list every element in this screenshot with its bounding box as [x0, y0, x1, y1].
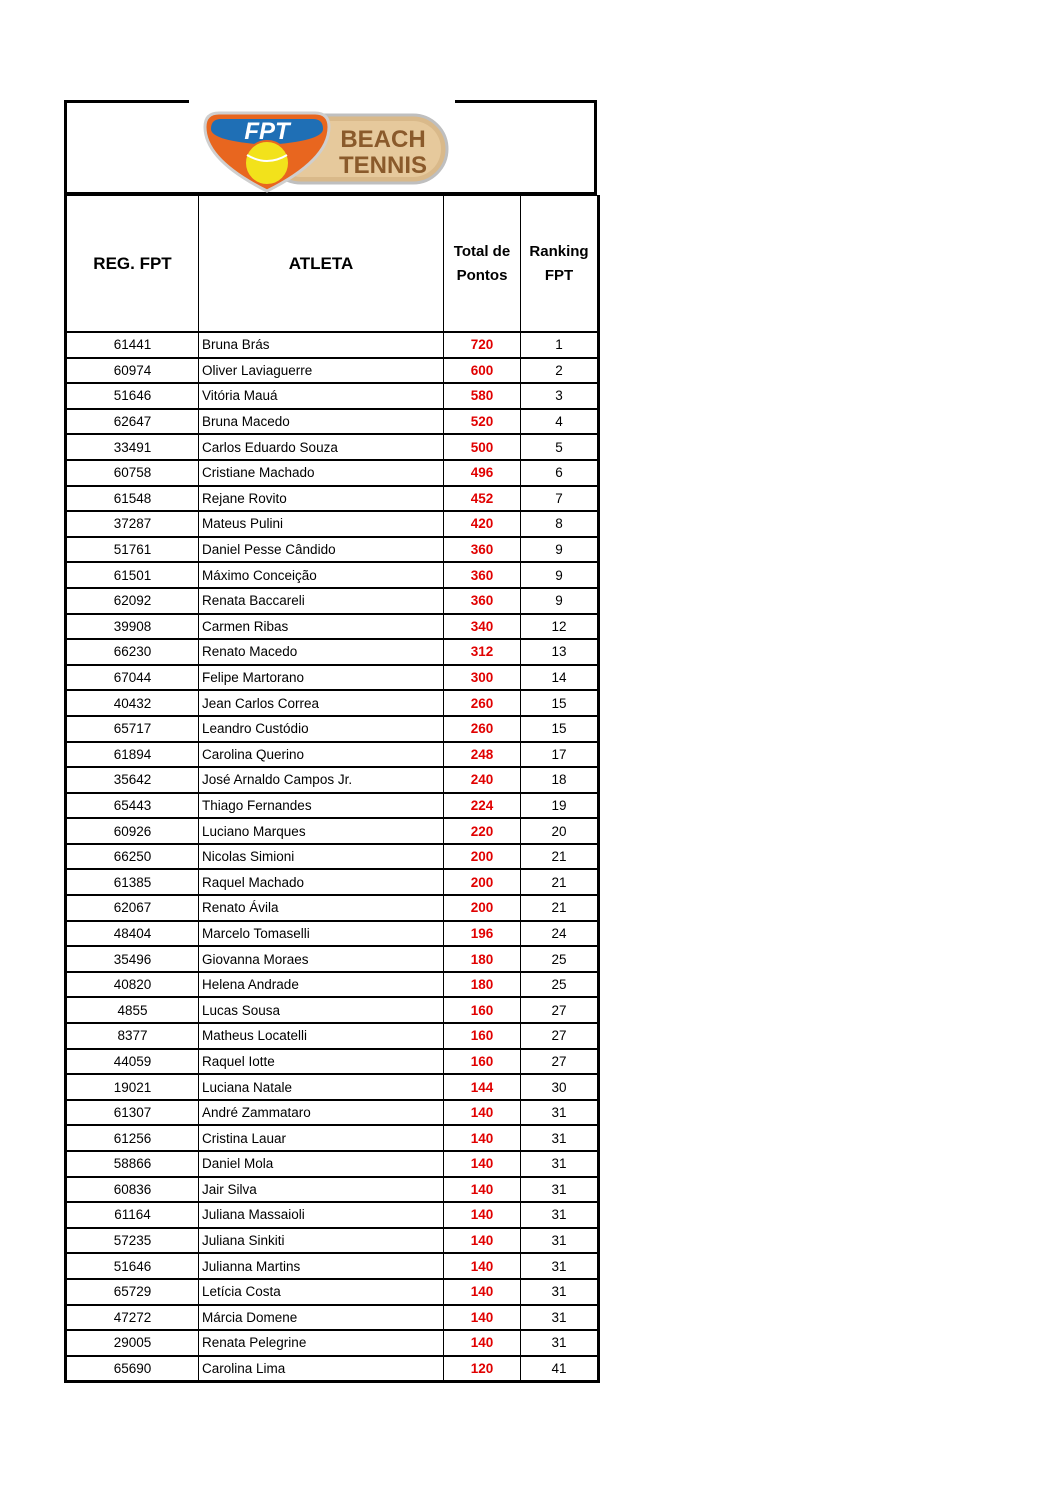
points-cell: 248 — [444, 742, 521, 768]
athlete-cell: Carlos Eduardo Souza — [199, 434, 444, 460]
table-row — [66, 537, 599, 563]
points-cell: 140 — [444, 1202, 521, 1228]
reg-cell: 47272 — [66, 1305, 199, 1331]
table-row — [66, 742, 599, 768]
points-cell: 240 — [444, 767, 521, 793]
athlete-cell: Giovanna Moraes — [199, 946, 444, 972]
athlete-cell: Letícia Costa — [199, 1279, 444, 1305]
rank-cell: 41 — [521, 1356, 599, 1382]
reg-cell: 62067 — [66, 895, 199, 921]
points-cell: 312 — [444, 639, 521, 665]
athlete-cell: Raquel Machado — [199, 869, 444, 895]
logo-brand-text: FPT — [244, 118, 290, 145]
reg-cell: 61548 — [66, 486, 199, 512]
rank-cell: 4 — [521, 409, 599, 435]
reg-cell: 66230 — [66, 639, 199, 665]
table-row — [66, 997, 599, 1023]
athlete-cell: Renata Baccareli — [199, 588, 444, 614]
points-cell: 196 — [444, 921, 521, 947]
reg-cell: 67044 — [66, 665, 199, 691]
rank-cell: 25 — [521, 946, 599, 972]
rank-cell: 27 — [521, 997, 599, 1023]
rank-cell: 13 — [521, 639, 599, 665]
rank-cell: 31 — [521, 1125, 599, 1151]
rank-cell: 19 — [521, 793, 599, 819]
reg-cell: 65443 — [66, 793, 199, 819]
reg-cell: 19021 — [66, 1074, 199, 1100]
reg-cell: 65729 — [66, 1279, 199, 1305]
reg-cell: 60758 — [66, 460, 199, 486]
athlete-cell: Mateus Pulini — [199, 511, 444, 537]
reg-cell: 58866 — [66, 1151, 199, 1177]
rank-cell: 18 — [521, 767, 599, 793]
reg-cell: 33491 — [66, 434, 199, 460]
athlete-cell: Carolina Querino — [199, 742, 444, 768]
athlete-cell: Felipe Martorano — [199, 665, 444, 691]
rank-cell: 21 — [521, 895, 599, 921]
rank-cell: 31 — [521, 1305, 599, 1331]
athlete-cell: Oliver Laviaguerre — [199, 358, 444, 384]
reg-cell: 62647 — [66, 409, 199, 435]
rank-cell: 27 — [521, 1049, 599, 1075]
athlete-cell: Lucas Sousa — [199, 997, 444, 1023]
points-cell: 500 — [444, 434, 521, 460]
reg-cell: 48404 — [66, 921, 199, 947]
athlete-cell: Juliana Sinkiti — [199, 1228, 444, 1254]
table-row — [66, 434, 599, 460]
rank-cell: 3 — [521, 383, 599, 409]
reg-cell: 66250 — [66, 844, 199, 870]
reg-cell: 62092 — [66, 588, 199, 614]
points-cell: 140 — [444, 1305, 521, 1331]
rank-cell: 2 — [521, 358, 599, 384]
points-cell: 140 — [444, 1253, 521, 1279]
reg-cell: 61164 — [66, 1202, 199, 1228]
points-cell: 140 — [444, 1100, 521, 1126]
athlete-cell: Carolina Lima — [199, 1356, 444, 1382]
table-row — [66, 614, 599, 640]
fpt-beach-tennis-logo — [197, 105, 453, 195]
ranking-table — [64, 195, 600, 1383]
rank-cell: 30 — [521, 1074, 599, 1100]
header-points — [444, 196, 521, 333]
points-cell: 120 — [444, 1356, 521, 1382]
reg-cell: 51646 — [66, 383, 199, 409]
reg-cell: 8377 — [66, 1023, 199, 1049]
athlete-cell: Renato Ávila — [199, 895, 444, 921]
points-cell: 580 — [444, 383, 521, 409]
rank-cell: 8 — [521, 511, 599, 537]
athlete-cell: Bruna Brás — [199, 332, 444, 358]
header-reg: REG. FPT — [66, 196, 199, 333]
rank-cell: 25 — [521, 972, 599, 998]
athlete-cell: Marcelo Tomaselli — [199, 921, 444, 947]
ranking-rows — [66, 332, 599, 1382]
table-row — [66, 1356, 599, 1382]
reg-cell: 60926 — [66, 818, 199, 844]
reg-cell: 51761 — [66, 537, 199, 563]
reg-cell: 44059 — [66, 1049, 199, 1075]
rank-cell: 15 — [521, 716, 599, 742]
table-row — [66, 1202, 599, 1228]
table-row — [66, 767, 599, 793]
points-cell: 600 — [444, 358, 521, 384]
table-row — [66, 383, 599, 409]
points-cell: 144 — [444, 1074, 521, 1100]
rank-cell: 31 — [521, 1202, 599, 1228]
reg-cell: 39908 — [66, 614, 199, 640]
table-row — [66, 690, 599, 716]
points-cell: 496 — [444, 460, 521, 486]
table-row — [66, 895, 599, 921]
table-row — [66, 1253, 599, 1279]
points-cell: 224 — [444, 793, 521, 819]
reg-cell: 60836 — [66, 1177, 199, 1203]
athlete-cell: Rejane Rovito — [199, 486, 444, 512]
reg-cell: 40820 — [66, 972, 199, 998]
rank-cell: 5 — [521, 434, 599, 460]
rank-cell: 14 — [521, 665, 599, 691]
reg-cell: 61501 — [66, 562, 199, 588]
points-cell: 520 — [444, 409, 521, 435]
header-rank-line1: Ranking — [529, 242, 589, 260]
points-cell: 720 — [444, 332, 521, 358]
table-row — [66, 793, 599, 819]
athlete-cell: Renata Pelegrine — [199, 1330, 444, 1356]
table-row — [66, 1074, 599, 1100]
points-cell: 140 — [444, 1177, 521, 1203]
reg-cell: 61307 — [66, 1100, 199, 1126]
table-row — [66, 460, 599, 486]
reg-cell: 61385 — [66, 869, 199, 895]
reg-cell: 35642 — [66, 767, 199, 793]
points-cell: 180 — [444, 972, 521, 998]
logo-header — [64, 100, 597, 195]
rank-cell: 15 — [521, 690, 599, 716]
athlete-cell: Luciano Marques — [199, 818, 444, 844]
athlete-cell: Raquel Iotte — [199, 1049, 444, 1075]
athlete-cell: Daniel Pesse Cândido — [199, 537, 444, 563]
athlete-cell: Márcia Domene — [199, 1305, 444, 1331]
rank-cell: 31 — [521, 1177, 599, 1203]
reg-cell: 40432 — [66, 690, 199, 716]
athlete-cell: Matheus Locatelli — [199, 1023, 444, 1049]
rank-cell: 24 — [521, 921, 599, 947]
rank-cell: 7 — [521, 486, 599, 512]
athlete-cell: Bruna Macedo — [199, 409, 444, 435]
reg-cell: 61441 — [66, 332, 199, 358]
rank-cell: 1 — [521, 332, 599, 358]
athlete-cell: Luciana Natale — [199, 1074, 444, 1100]
points-cell: 160 — [444, 1023, 521, 1049]
table-row — [66, 358, 599, 384]
rank-cell: 17 — [521, 742, 599, 768]
header-row — [66, 196, 599, 333]
rank-cell: 6 — [521, 460, 599, 486]
athlete-cell: Cristina Lauar — [199, 1125, 444, 1151]
rank-cell: 21 — [521, 869, 599, 895]
table-row — [66, 562, 599, 588]
rank-cell: 9 — [521, 562, 599, 588]
athlete-cell: Julianna Martins — [199, 1253, 444, 1279]
table-row — [66, 818, 599, 844]
header-rank-line2: FPT — [544, 266, 574, 284]
points-cell: 160 — [444, 997, 521, 1023]
table-row — [66, 1049, 599, 1075]
athlete-cell: Carmen Ribas — [199, 614, 444, 640]
athlete-cell: José Arnaldo Campos Jr. — [199, 767, 444, 793]
points-cell: 360 — [444, 588, 521, 614]
points-cell: 420 — [444, 511, 521, 537]
rank-cell: 31 — [521, 1228, 599, 1254]
rank-cell: 12 — [521, 614, 599, 640]
points-cell: 160 — [444, 1049, 521, 1075]
points-cell: 340 — [444, 614, 521, 640]
athlete-cell: Thiago Fernandes — [199, 793, 444, 819]
points-cell: 220 — [444, 818, 521, 844]
athlete-cell: Vitória Mauá — [199, 383, 444, 409]
reg-cell: 65690 — [66, 1356, 199, 1382]
athlete-cell: Renato Macedo — [199, 639, 444, 665]
points-cell: 260 — [444, 716, 521, 742]
table-row — [66, 639, 599, 665]
table-row — [66, 1177, 599, 1203]
reg-cell: 35496 — [66, 946, 199, 972]
header-rank — [521, 196, 599, 333]
athlete-cell: Juliana Massaioli — [199, 1202, 444, 1228]
table-row — [66, 1330, 599, 1356]
reg-cell: 60974 — [66, 358, 199, 384]
points-cell: 200 — [444, 869, 521, 895]
rank-cell: 31 — [521, 1151, 599, 1177]
rank-cell: 27 — [521, 1023, 599, 1049]
reg-cell: 37287 — [66, 511, 199, 537]
table-row — [66, 716, 599, 742]
athlete-cell: Jair Silva — [199, 1177, 444, 1203]
rank-cell: 9 — [521, 588, 599, 614]
table-row — [66, 844, 599, 870]
rank-cell: 21 — [521, 844, 599, 870]
rank-cell: 31 — [521, 1253, 599, 1279]
table-row — [66, 486, 599, 512]
reg-cell: 4855 — [66, 997, 199, 1023]
logo-line2-text: TENNIS — [338, 152, 428, 179]
table-row — [66, 665, 599, 691]
reg-cell: 61894 — [66, 742, 199, 768]
athlete-cell: Nicolas Simioni — [199, 844, 444, 870]
athlete-cell: Helena Andrade — [199, 972, 444, 998]
table-row — [66, 1151, 599, 1177]
rank-cell: 31 — [521, 1100, 599, 1126]
rank-cell: 20 — [521, 818, 599, 844]
rank-cell: 31 — [521, 1279, 599, 1305]
reg-cell: 57235 — [66, 1228, 199, 1254]
table-row — [66, 1125, 599, 1151]
points-cell: 360 — [444, 537, 521, 563]
athlete-cell: Daniel Mola — [199, 1151, 444, 1177]
table-row — [66, 972, 599, 998]
table-row — [66, 1228, 599, 1254]
athlete-cell: Jean Carlos Correa — [199, 690, 444, 716]
points-cell: 180 — [444, 946, 521, 972]
points-cell: 140 — [444, 1151, 521, 1177]
table-row — [66, 588, 599, 614]
points-cell: 360 — [444, 562, 521, 588]
rank-cell: 9 — [521, 537, 599, 563]
table-row — [66, 409, 599, 435]
reg-cell: 65717 — [66, 716, 199, 742]
table-row — [66, 511, 599, 537]
table-row — [66, 921, 599, 947]
points-cell: 452 — [444, 486, 521, 512]
athlete-cell: Máximo Conceição — [199, 562, 444, 588]
table-row — [66, 1023, 599, 1049]
table-row — [66, 1100, 599, 1126]
athlete-cell: Cristiane Machado — [199, 460, 444, 486]
points-cell: 200 — [444, 844, 521, 870]
rank-cell: 31 — [521, 1330, 599, 1356]
points-cell: 140 — [444, 1279, 521, 1305]
logo-line1-text: BEACH — [340, 126, 426, 153]
athlete-cell: André Zammataro — [199, 1100, 444, 1126]
reg-cell: 51646 — [66, 1253, 199, 1279]
header-points-line1: Total de — [453, 242, 511, 260]
points-cell: 140 — [444, 1228, 521, 1254]
header-points-line2: Pontos — [456, 266, 508, 284]
points-cell: 140 — [444, 1330, 521, 1356]
table-row — [66, 332, 599, 358]
table-row — [66, 946, 599, 972]
reg-cell: 29005 — [66, 1330, 199, 1356]
points-cell: 200 — [444, 895, 521, 921]
table-row — [66, 1279, 599, 1305]
points-cell: 140 — [444, 1125, 521, 1151]
ranking-sheet — [64, 100, 597, 1383]
athlete-cell: Leandro Custódio — [199, 716, 444, 742]
header-athlete: ATLETA — [199, 196, 444, 333]
reg-cell: 61256 — [66, 1125, 199, 1151]
points-cell: 300 — [444, 665, 521, 691]
table-row — [66, 869, 599, 895]
table-row — [66, 1305, 599, 1331]
points-cell: 260 — [444, 690, 521, 716]
